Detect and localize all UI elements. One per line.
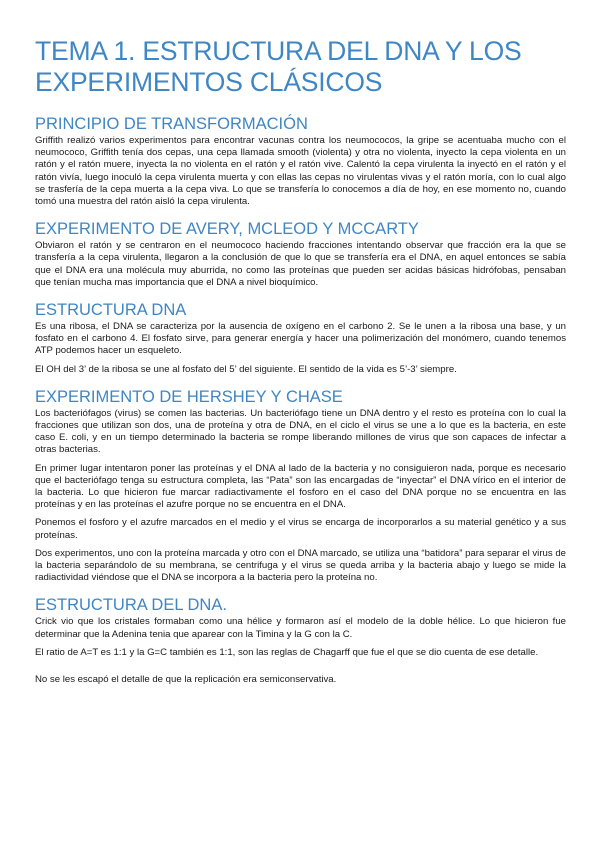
paragraph: Es una ribosa, el DNA se caracteriza por la ausencia de oxígeno en el carbono 2. Se le unen a la ribosa una base, y un fosfato en el carbono 4. El fosfato sirve, para generar energía y hacer una polimerización del monómero, cuando tenemos ATP podemos hacer un esqueleto. <box>35 321 566 357</box>
paragraph: Obviaron el ratón y se centraron en el neumococo haciendo fracciones intentando observar que fracción era la que se transfería a la cepa virulenta, llegaron a la conclusión de que lo que se transfería era el DNA, en aquel entonces se sabía que el DNA era una molécula muy aburrida, no como las proteínas que pueden ser acidas básicas hidrófobas, pensaban que tenían mucha mas importancia que el DNA a nivel bioquímico. <box>35 240 566 288</box>
closing-paragraph: No se les escapó el detalle de que la replicación era semiconservativa. <box>35 674 337 686</box>
document-title: TEMA 1. ESTRUCTURA DEL DNA Y LOS EXPERIMENTOS CLÁSICOS <box>35 36 522 97</box>
paragraph: En primer lugar intentaron poner las proteínas y el DNA al lado de la bacteria y no consiguieron nada, porque es necesario que el bacteriófago tenga su estructura completa, las “Pata” son las encargadas de “inyectar” el DNA vírico en el interior de la bacteria. Lo que hicieron fue marcar radiactivamente el fosforo en el caso del DNA porque no se encuentra en las proteínas y en las proteínas el azufre porque no se encuentra en el DNA. <box>35 462 566 511</box>
paragraph: Ponemos el fosforo y el azufre marcados en el medio y el virus se encarga de incorporarlos a su material genético y a sus proteínas. <box>35 517 566 541</box>
section-experimento-hershey-chase <box>35 388 566 585</box>
section-estructura-dna <box>35 301 566 376</box>
paragraph: El OH del 3’ de la ribosa se une al fosfato del 5’ del siguiente. El sentido de la vida es 5’-3’ siempre. <box>35 363 457 375</box>
paragraph: Los bacteriófagos (virus) se comen las bacterias. Un bacteriófago tiene un DNA dentro y el resto es proteína con lo cual la fracciones que utilizan son dos, una de proteína y otra de DNA, en el ciclo el virus se une a lo que es la bacteria, en este caso E. coli, y en un tiempo determinado la bacteria se rompe liberando millones de virus que son capaces de infectar a otras bacterias. <box>35 407 566 456</box>
section-heading: ESTRUCTURA DNA <box>35 301 187 320</box>
section-heading: PRINCIPIO DE TRANSFORMACIÓN <box>35 115 308 133</box>
section-estructura-del-dna <box>35 596 566 659</box>
section-heading: EXPERIMENTO DE AVERY, MCLEOD Y MCCARTY <box>35 220 419 239</box>
paragraph: Griffith realizó varios experimentos para encontrar vacunas contra los neumococos, la gripe se acentuaba mucho con el neumococo, Griffith tenía dos cepas, una cepa llamada smooth (violenta) y otra no violenta, inyecto la cepa violenta en un ratón y el ratón muere, inyecta la no violenta en el ratón y el ratón vive. Calentó la cepa virulenta la inyectó en el ratón y el ratón vivía, luego inoculó la cepa virulenta muerta y con ellas las cepas no virulentas vivas y el ratón moría, con lo cual algo se trasfería de la cepa muerta a la cepa viva. Lo que se transfería lo conocemos a día de hoy, en ese momento no, cuando tomó una muestra del ratón aisló la cepa virulenta. <box>35 135 566 208</box>
section-principio-transformacion <box>35 115 566 208</box>
paragraph: El ratio de A=T es 1:1 y la G=C también es 1:1, son las reglas de Chagarff que fue el que se dio cuenta de ese detalle. <box>35 646 539 658</box>
section-heading: EXPERIMENTO DE HERSHEY Y CHASE <box>35 387 343 406</box>
section-experimento-avery <box>35 220 566 289</box>
section-heading: ESTRUCTURA DEL DNA. <box>35 596 227 615</box>
paragraph: Dos experimentos, uno con la proteína marcada y otro con el DNA marcado, se utiliza una “batidora” para separar el virus de la bacteria separándolo de su membrana, se centrifuga y el virus se queda arriba y la bacteria abajo y luego se mide la radiactividad viéndose que el DNA se incorpora a la bacteria pero la proteína no. <box>35 547 566 584</box>
paragraph: Crick vio que los cristales formaban como una hélice y formaron así el modelo de la doble hélice. Lo que hicieron fue determinar que la Adenina tenia que aparear con la Timina y la G con la C. <box>35 616 566 640</box>
